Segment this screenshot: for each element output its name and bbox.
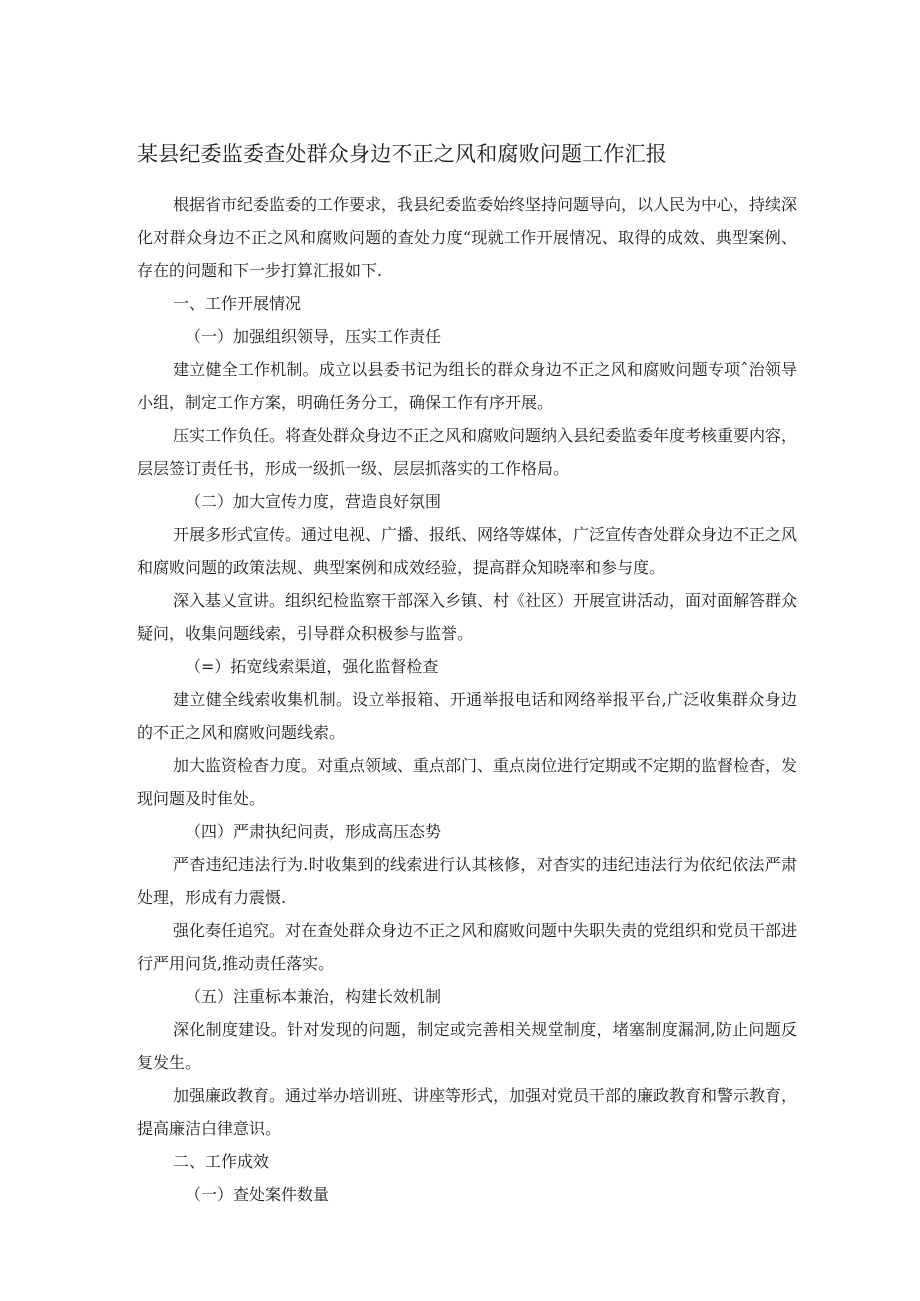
subsection-heading-clue-channels: （=）拓宽线索渠道，强化监督检查 [185,657,439,676]
subsection-heading-leadership: （一）加强组织领导，压实工作责任 [185,327,442,346]
intro-paragraph: 根据省市纪委监委的工作要求，我县纪委监委始终坚持问题导向，以人民为中心，持续深化对群众身边不正之风和腐败问题的查处力度“现就工作开展情况、取得的成效、典型案例、存在的问题和下一步打算汇报如下. [137,195,798,280]
paragraph-clue-collection: 建立健全线索收集机制。设立举报箱、开通举报电话和网络举报平台,广泛收集群众身边的不正之风和腐败问题线索。 [137,690,797,742]
subsection-heading-accountability: （四）严肃执纪问责，形成高压态势 [185,822,442,841]
subsection-heading-long-term: （五）注重标本兼治，构建长效机制 [185,987,442,1006]
document-body [137,188,797,1211]
paragraph-grassroots-talks: 深入基乂宣讲。组织纪检监察干部深入乡镇、村《社区）开展宣讲活动，面对面解答群众疑问，收集问题线索，引导群众积极参与监誉。 [137,591,798,643]
document-title: 某县纪委监委查处群众身边不正之风和腐败问题工作汇报 [137,142,667,166]
paragraph-work-mechanism: 建立健全工作机制。成立以县委书记为组长的群众身边不正之风和腐败问题专项ˆ治领导小组，制定工作方案，明确任务分工，确保工作有序开展。 [137,360,797,412]
subsection-heading-case-count: （一）查处案件数量 [185,1185,330,1204]
paragraph-institution-building: 深化制度建设。针对发现的问题，制定或完善相关规堂制度，堵塞制度漏洞,防止问题反复发生。 [137,1020,797,1072]
paragraph-investigation: 严杳违纪违法行为.时收集到的线索进行认其核修，对杳实的违纪违法行为依纪依法严肃处理，形成有力震慑. [137,855,797,907]
paragraph-publicity-forms: 开展多形式宣传。通过电视、广播、报纸、网络等媒体，广泛宣传杳处群众身边不正之风和腐败问题的政策法规、典型案例和成效经验，提高群众知晓率和参与度。 [137,525,798,577]
paragraph-responsibility: 压实工作负任。将查处群众身边不正之风和腐败问题纳入县纪委监委年度考核重要内容，层层签订责任书，形成一级抓一级、层层抓落实的工作格局。 [137,426,798,478]
paragraph-supervision: 加大监资检杳力度。对重点领域、重点部门、重点岗位进行定期或不定期的监督检杳，发现问题及时隹处。 [137,756,798,808]
section-heading-results: 二、工作成效 [173,1152,270,1171]
subsection-heading-publicity: （二）加大宣传力度，营造良好氛围 [185,492,442,511]
section-heading-work-progress: 一、工作开展情况 [173,294,302,313]
paragraph-integrity-education: 加强廉政教育。通过举办培训班、讲座等形式，加强对党员干部的廉政教育和警示教育，提高廉洁白律意识。 [137,1086,798,1138]
paragraph-responsibility-tracing: 强化奏任追究。对在查处群众身边不正之风和腐败问题中失职失责的党组织和党员干部进行严用问货,推动责任落实。 [137,921,798,973]
